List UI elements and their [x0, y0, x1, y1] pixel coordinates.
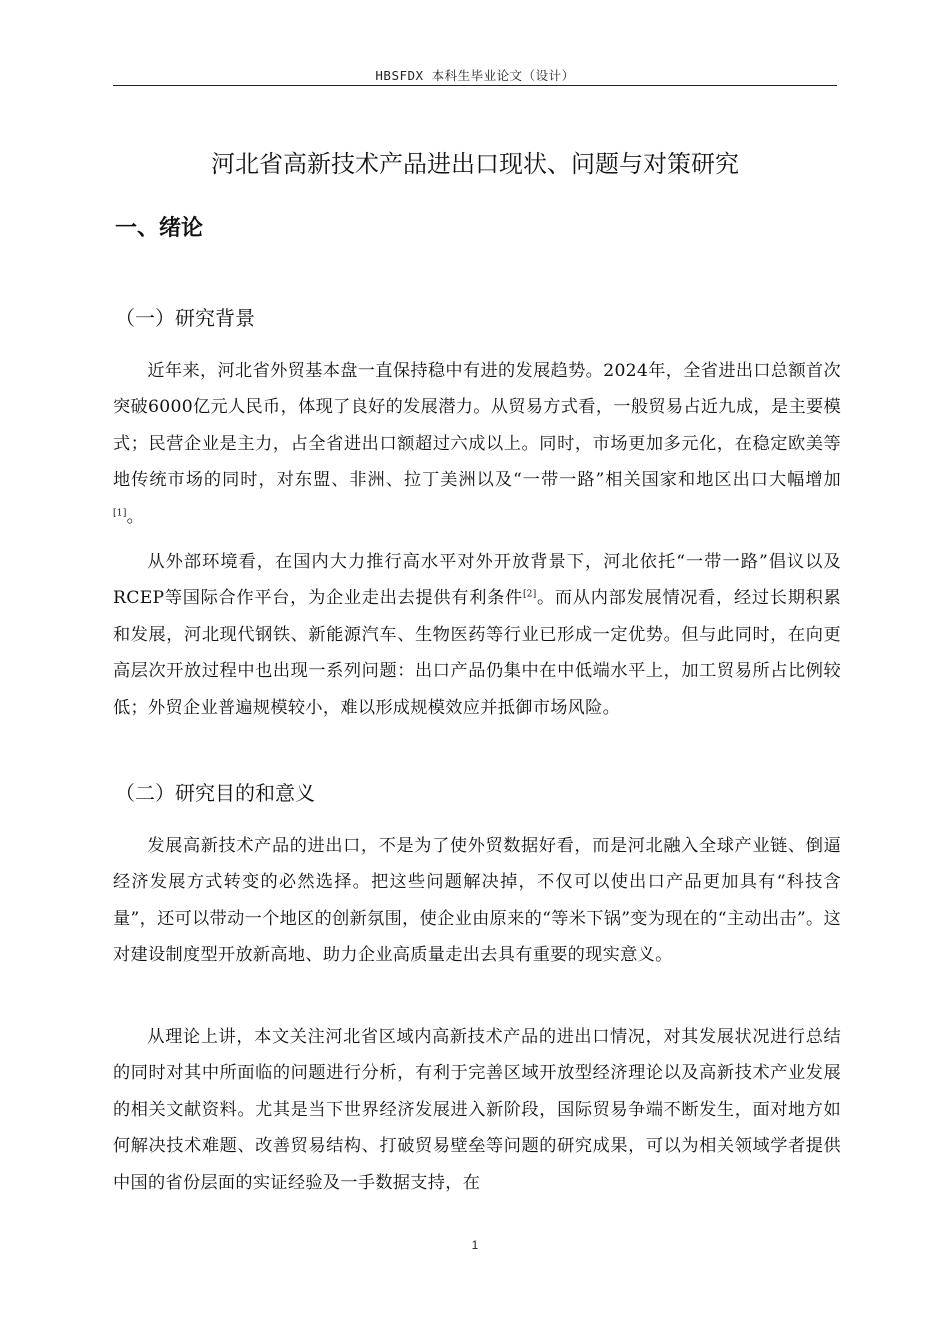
- paragraph-text: 从外部环境看，在国内大力推行高水平对外开放背景下，河北依托“一带一路”倡议以及RCEP等国际合作平台，为企业走出去提供有利条件: [113, 552, 841, 609]
- paragraph-background-1: [113, 353, 841, 535]
- paragraph-purpose-2: 从理论上讲，本文关注河北省区域内高新技术产品的进出口情况，对其发展状况进行总结的同时对其中所面临的问题进行分析，有利于完善区域开放型经济理论以及高新技术产业发展的相关文献资料。尤其是当下世界经济发展进入新阶段，国际贸易争端不断发生，面对地方如何解决技术难题、改善贸易结构、打破贸易壁垒等问题的研究成果，可以为相关领域学者提供中国的省份层面的实证经验及一手数据支持，在: [113, 1027, 841, 1193]
- subsection-heading-background: （一）研究背景: [115, 306, 255, 330]
- running-header: HBSFDX 本科生毕业论文（设计）: [375, 68, 575, 83]
- page-number: 1: [471, 1238, 479, 1252]
- citation-ref: [1]: [113, 508, 127, 519]
- paper-title: 河北省高新技术产品进出口现状、问题与对策研究: [211, 150, 739, 178]
- paragraph-tail: 。而从内部发展情况看，经过长期积累和发展，河北现代钢铁、新能源汽车、生物医药等行业已形成一定优势。但与此同时，在向更高层次开放过程中也出现一系列问题：出口产品仍集中在中低端水平上，加工贸易所占比例较低；外贸企业普遍规模较小，难以形成规模效应并抵御市场风险。: [113, 588, 841, 718]
- section-heading-introduction: 一、绪论: [115, 216, 204, 241]
- subsection-heading-purpose: （二）研究目的和意义: [115, 781, 315, 805]
- paragraph-purpose-1: 发展高新技术产品的进出口，不是为了使外贸数据好看，而是河北融入全球产业链、倒逼经济发展方式转变的必然选择。把这些问题解决掉，不仅可以使出口产品更加具有“科技含量”，还可以带动一个地区的创新氛围，使企业由原来的“等米下锅”变为现在的“主动出击”。这对建设制度型开放新高地、助力企业高质量走出去具有重要的现实意义。: [113, 836, 841, 966]
- paragraph-tail: 。: [126, 506, 145, 527]
- paragraph-text: 近年来，河北省外贸基本盘一直保持稳中有进的发展趋势。2024年，全省进出口总额首次突破6000亿元人民币，体现了良好的发展潜力。从贸易方式看，一般贸易占近九成，是主要模式；民营企业是主力，占全省进出口额超过六成以上。同时，市场更加多元化，在稳定欧美等地传统市场的同时，对东盟、非洲、拉丁美洲以及“一带一路”相关国家和地区出口大幅增加: [113, 361, 841, 491]
- header-rule: [113, 85, 837, 86]
- paragraph-background-2: [113, 544, 841, 726]
- citation-ref: [2]: [522, 590, 537, 601]
